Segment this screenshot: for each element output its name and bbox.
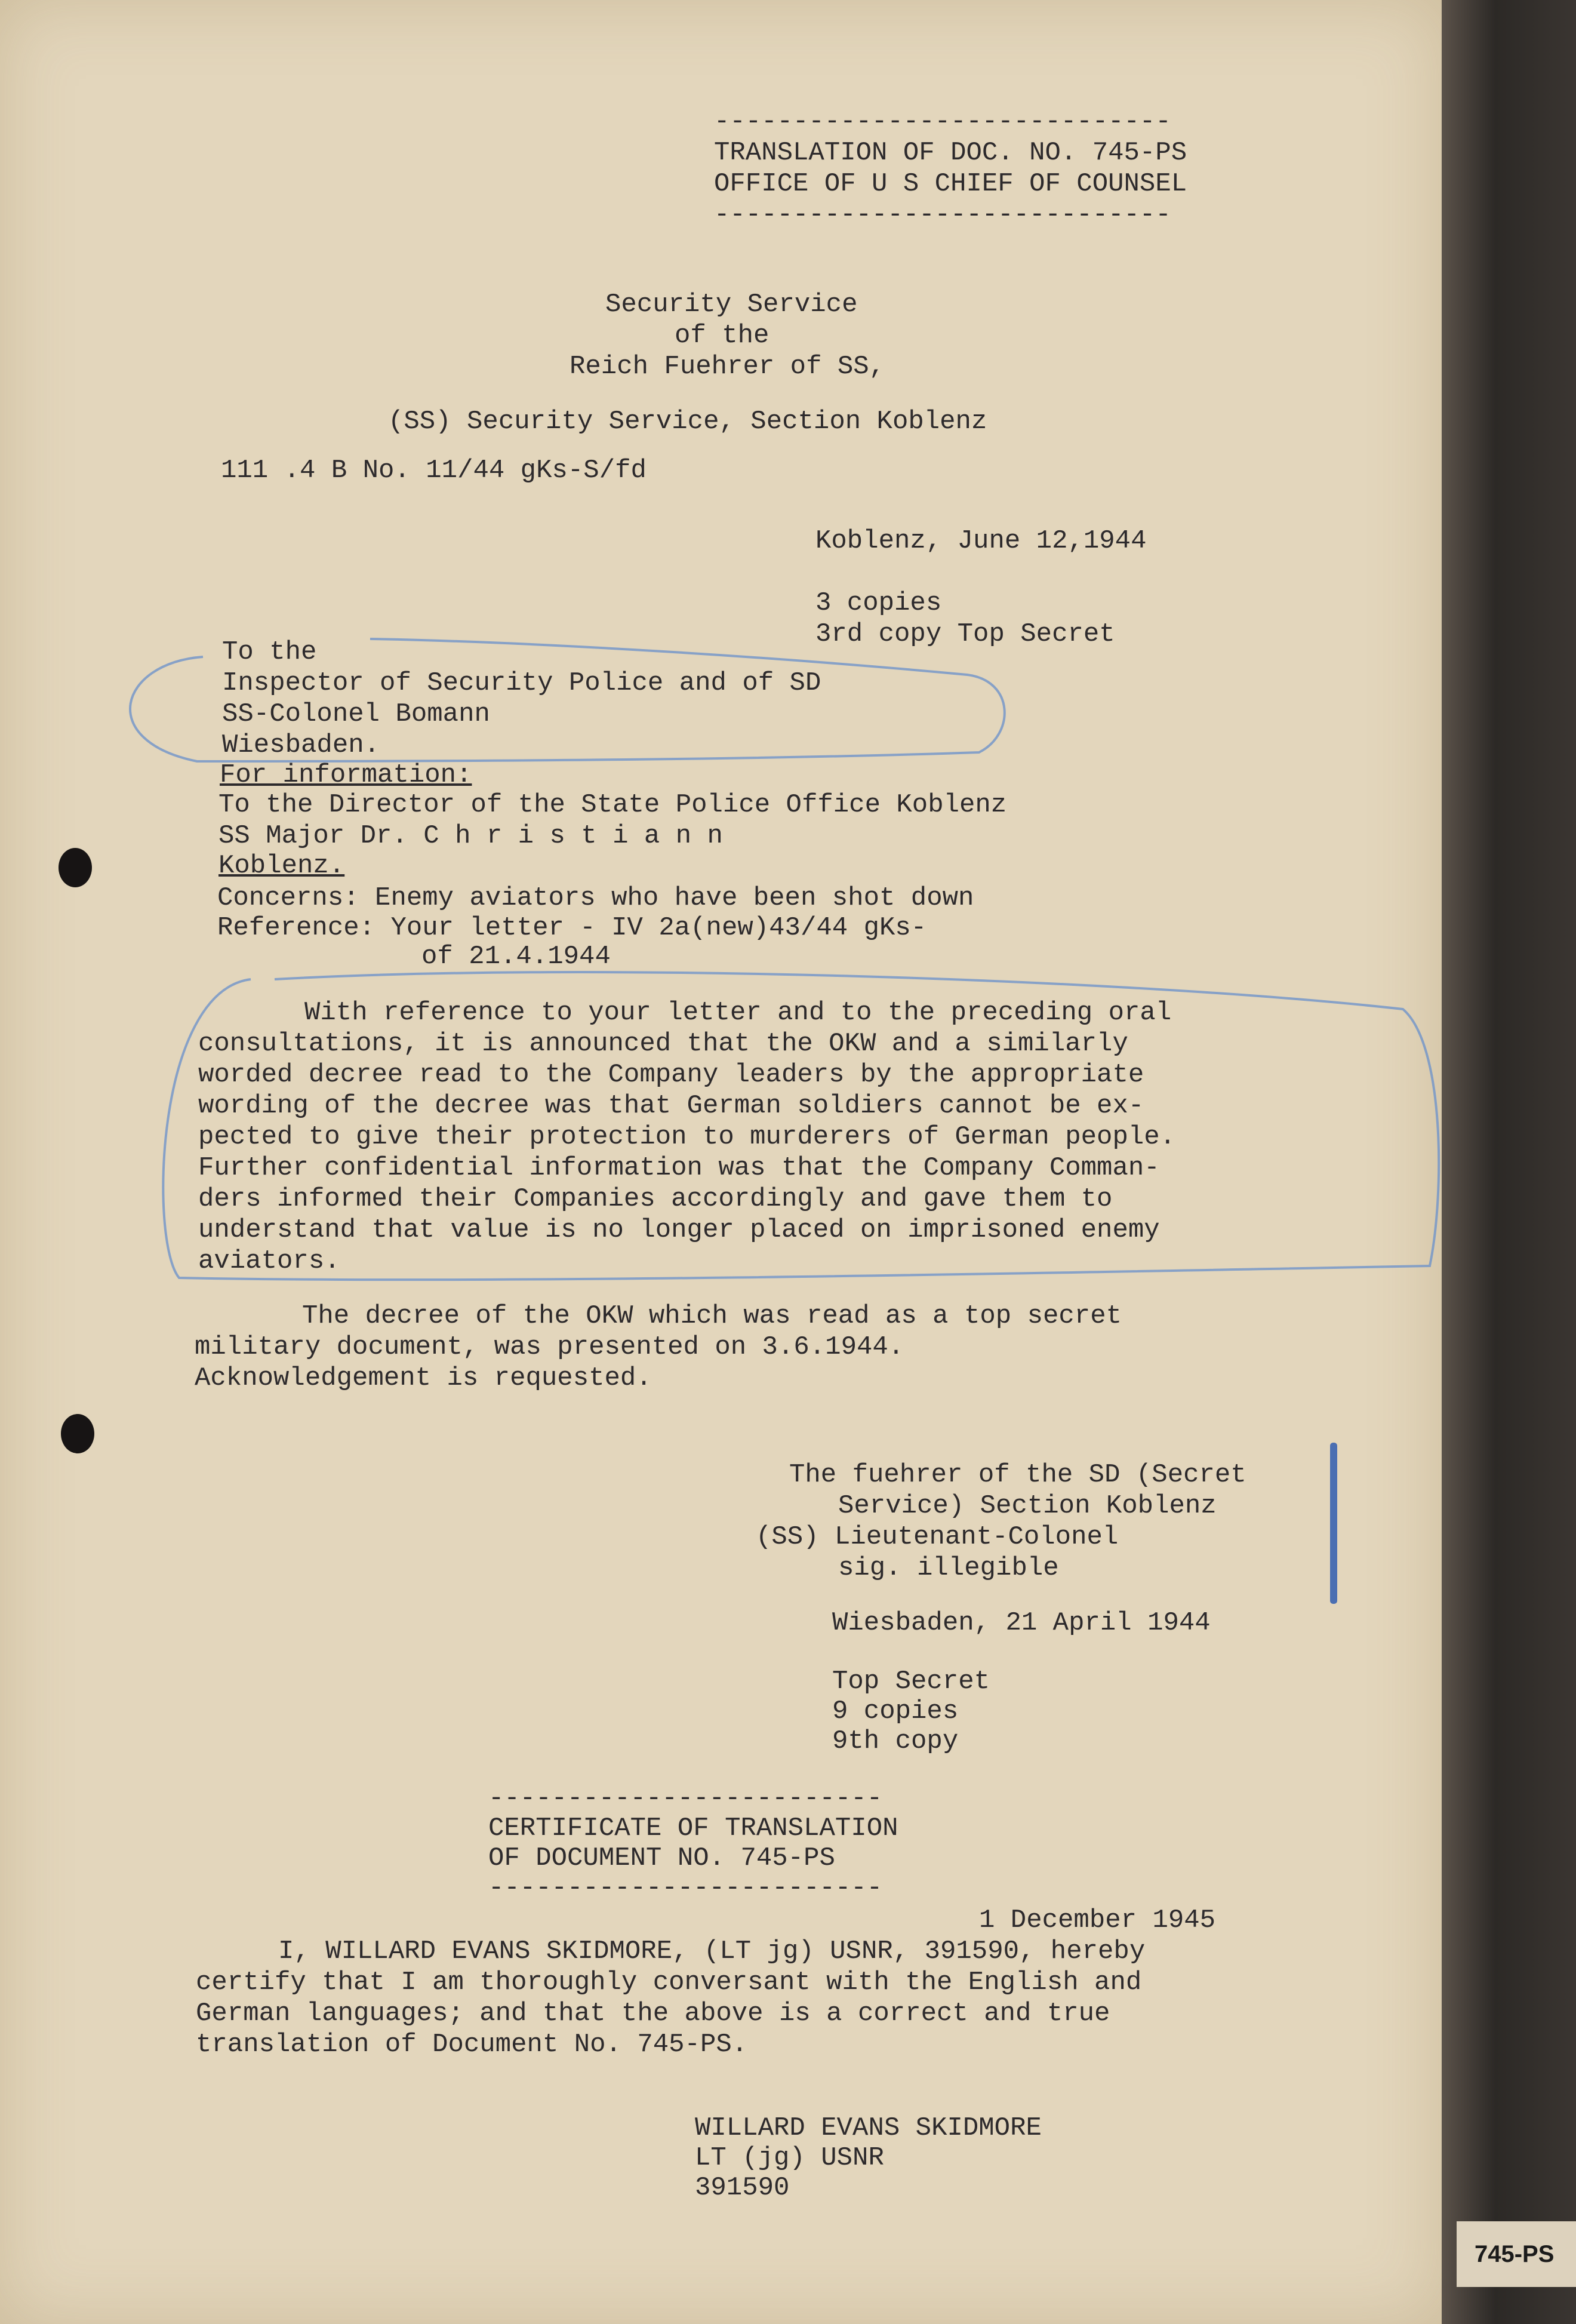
addressee-line-1: To the [222,637,317,667]
addressee-line-4: Wiesbaden. [222,730,380,760]
file-reference: 111 .4 B No. 11/44 gKs-S/fd [221,456,647,485]
signature-line-2: Service) Section Koblenz [838,1491,1217,1521]
signature-line-1: The fuehrer of the SD (Secret [789,1460,1246,1490]
for-information-line-1: To the Director of the State Police Office Koblenz [218,790,1007,820]
reference-line-2: of 21.4.1944 [421,942,611,972]
addressee-line-2: Inspector of Security Police and of SD [222,668,821,698]
concerns-line: Concerns: Enemy aviators who have been shot down [217,883,974,913]
header-title: TRANSLATION OF DOC. NO. 745-PS [714,138,1187,168]
certificate-title-1: CERTIFICATE OF TRANSLATION [488,1813,898,1843]
certificate-rule-top: ------------------------- [488,1784,883,1813]
for-information-line-2: SS Major Dr. C h r i s t i a n n [218,821,723,851]
classification-line-2: 9 copies [832,1696,959,1726]
signer-number: 391590 [695,2173,790,2203]
second-date: Wiesbaden, 21 April 1944 [832,1608,1211,1638]
sender-line-4: (SS) Security Service, Section Koblenz [388,407,987,436]
body-line: With reference to your letter and to the preceding oral [304,998,1172,1028]
signature-line-4: sig. illegible [838,1553,1059,1583]
body-line: pected to give their protection to murderers of German people. [198,1122,1176,1152]
body-line: understand that value is no longer placed on imprisoned enemy [198,1215,1160,1245]
certificate-line: translation of Document No. 745-PS. [196,2030,748,2059]
header-rule-top: ----------------------------- [714,107,1171,137]
sender-line-3: Reich Fuehrer of SS, [570,352,885,382]
addressee-line-3: SS-Colonel Bomann [222,699,490,729]
blue-margin-bar [1330,1443,1337,1604]
copies-count: 3 copies [815,588,942,618]
signature-line-3: (SS) Lieutenant-Colonel [756,1522,1119,1552]
body-line: Further confidential information was that the Company Comman- [198,1153,1160,1183]
header-rule-bottom: ----------------------------- [714,200,1171,230]
certificate-title-2: OF DOCUMENT NO. 745-PS [488,1843,835,1873]
certificate-rule-bottom: ------------------------- [488,1873,883,1903]
place-date: Koblenz, June 12,1944 [815,526,1147,556]
body-line: The decree of the OKW which was read as a top secret [302,1301,1122,1331]
signer-name: WILLARD EVANS SKIDMORE [695,2113,1042,2143]
for-information-heading: For information: [220,760,472,790]
certificate-line: certify that I am thoroughly conversant with the English and [196,1968,1142,1997]
header-office: OFFICE OF U S CHIEF OF COUNSEL [714,169,1187,199]
certificate-line: German languages; and that the above is a correct and true [196,1999,1110,2028]
body-line: ders informed their Companies accordingly and gave them to [198,1184,1113,1214]
body-line: consultations, it is announced that the OKW and a similarly [198,1029,1128,1059]
body-line: aviators. [198,1246,340,1276]
certificate-line: I, WILLARD EVANS SKIDMORE, (LT jg) USNR, 391590, hereby [278,1936,1146,1966]
body-line: worded decree read to the Company leaders by the appropriate [198,1060,1144,1090]
document-number-stamp: 745-PS [1457,2221,1576,2287]
for-information-line-3: Koblenz. [218,851,345,881]
paragraph-circle-mark [163,972,1439,1280]
classification-line-3: 9th copy [832,1726,959,1756]
body-line: military document, was presented on 3.6.1944. [195,1332,904,1362]
certificate-date: 1 December 1945 [979,1905,1216,1935]
copies-classification: 3rd copy Top Secret [815,619,1115,649]
sender-line-1: Security Service [605,290,858,319]
classification-line-1: Top Secret [832,1667,990,1696]
body-line: Acknowledgement is requested. [195,1363,652,1393]
body-line: wording of the decree was that German soldiers cannot be ex- [198,1091,1144,1121]
sender-line-2: of the [675,321,769,351]
addressee-circle-mark [130,639,1005,761]
scan-edge [1442,0,1576,2324]
signer-rank: LT (jg) USNR [695,2143,884,2173]
reference-line-1: Reference: Your letter - IV 2a(new)43/44 gKs- [217,913,927,943]
